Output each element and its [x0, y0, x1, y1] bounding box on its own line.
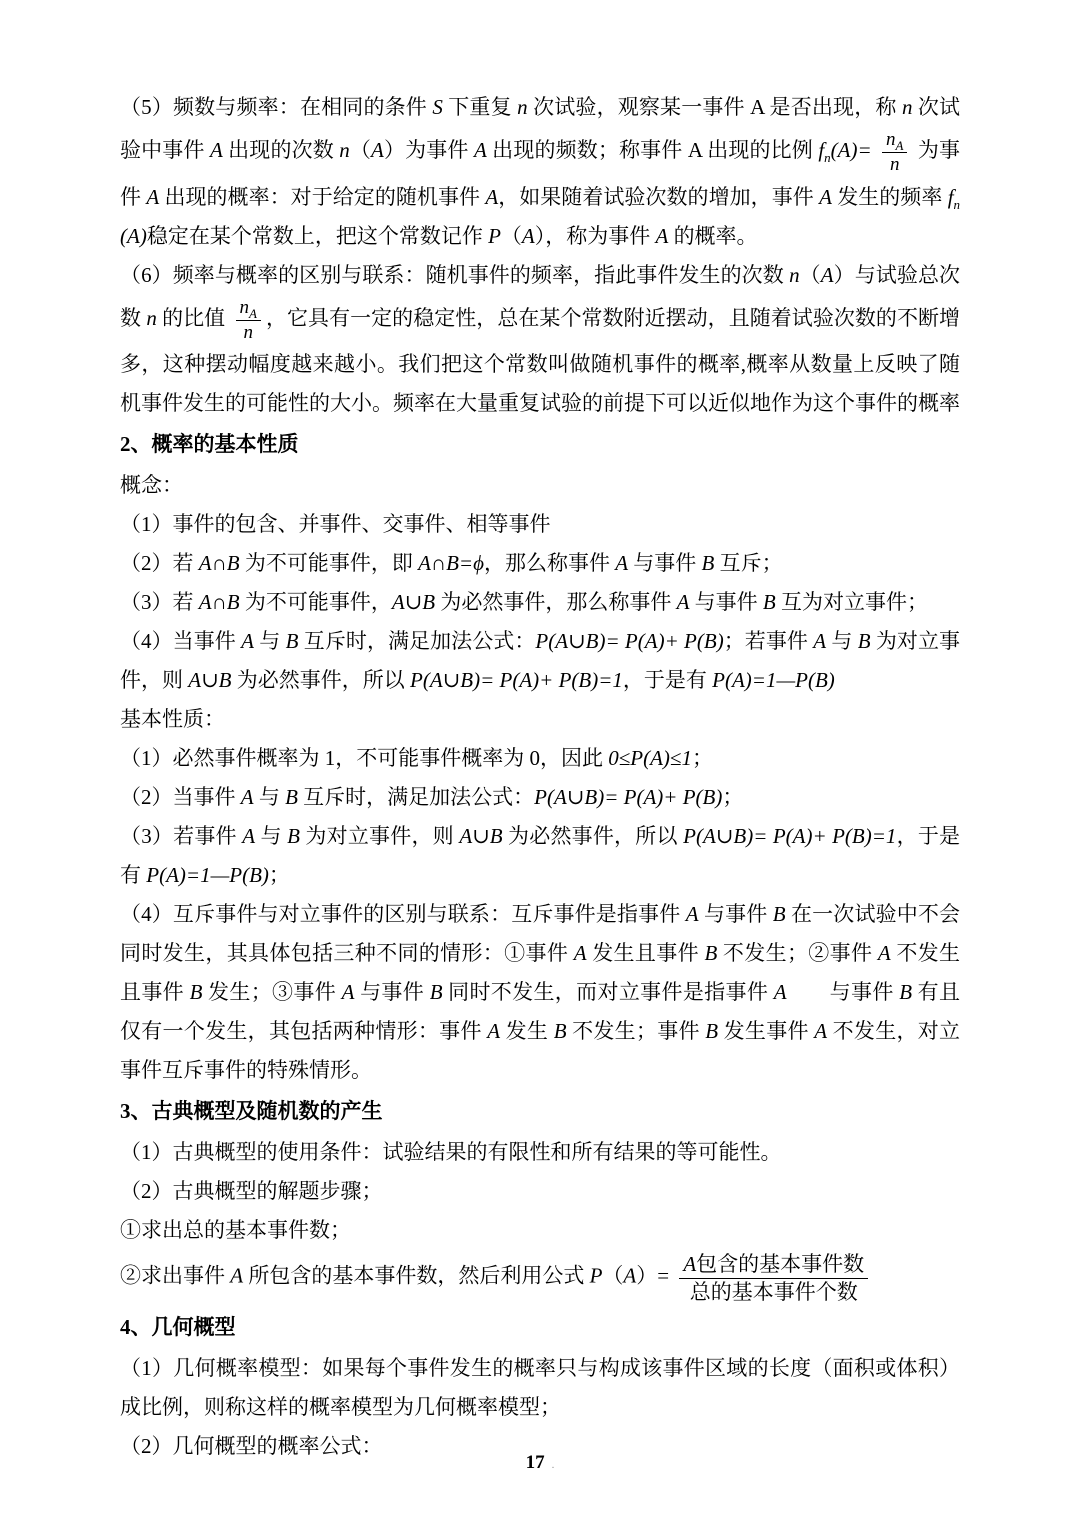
- math-text: A∪B: [391, 590, 436, 615]
- text-run: （1）古典概型的使用条件：试验结果的有限性和所有结果的等可能性。: [120, 1140, 782, 1165]
- text-run: 次试验中事件: [120, 95, 961, 163]
- text-run: ；: [691, 746, 713, 771]
- math-text: A: [521, 223, 535, 248]
- text-run: 发生的频率: [831, 184, 948, 209]
- text-run: 同时不发生，而对立事件是指事件: [442, 980, 774, 1005]
- math-text: 0≤P(A)≤1: [608, 746, 692, 771]
- fraction: [882, 129, 907, 176]
- math-text: n: [243, 321, 253, 343]
- paragraph: [120, 700, 960, 739]
- math-text: A∪B: [188, 668, 232, 693]
- text-run: 与事件: [354, 980, 430, 1005]
- text-run: 不发生；②事件: [717, 941, 878, 966]
- math-text: P(A∪B)= P(A)+ P(B): [535, 629, 724, 654]
- page-footer: [0, 1452, 1080, 1474]
- text-run: （2）若: [120, 551, 199, 576]
- text-run: ；: [268, 863, 290, 888]
- math-text: P(B): [229, 863, 269, 888]
- math-text: A∩B: [198, 590, 240, 615]
- text-run: （2）古典概型的解题步骤；: [120, 1179, 383, 1204]
- text-run: ，如果随着试验次数的增加，事件: [498, 184, 820, 209]
- text-run: （1）几何概率模型：如果每个事件发生的概率只与构成该事件区域的长度（面积或体积）成比例，则称这样的概率模型为几何概率模型；: [120, 1355, 960, 1419]
- math-text: (A): [120, 223, 147, 248]
- math-text: A: [820, 262, 834, 287]
- text-run: 总的基本事件个数: [689, 1279, 858, 1304]
- section-heading: [120, 1308, 960, 1347]
- text-run: （5）频数与频率：在相同的条件: [120, 95, 433, 119]
- text-run: ）为事件: [383, 138, 474, 163]
- math-text: $f_n$: [947, 184, 961, 212]
- text-run: （: [799, 262, 821, 287]
- text-run: 稳定在某个常数上，把这个常数记作: [146, 223, 489, 248]
- math-text: A: [655, 223, 669, 248]
- text-run: 为必然事件，所以: [231, 668, 411, 693]
- math-text: A: [230, 1263, 244, 1288]
- text-run: （2）当事件: [120, 785, 241, 810]
- math-text: B: [762, 590, 776, 615]
- paragraph: [120, 622, 960, 700]
- paragraph: [120, 1349, 960, 1427]
- page-number: 17: [525, 1452, 545, 1473]
- text-run: （4）互斥事件与对立事件的区别与联系：互斥事件是指事件: [120, 902, 686, 927]
- text-run: 为不可能事件，: [239, 590, 392, 615]
- text-run: 出现的概率：对于给定的随机事件: [159, 184, 486, 209]
- math-text: A: [685, 902, 699, 927]
- math-text: B: [553, 1019, 567, 1044]
- math-text: A∩B=ϕ: [418, 551, 484, 576]
- math-text: P(A)=1—P(B): [712, 668, 835, 693]
- math-text: A: [813, 629, 827, 654]
- math-text: A: [487, 1019, 501, 1044]
- text-run: （: [349, 138, 372, 163]
- math-text: P: [488, 223, 501, 248]
- math-text: $f_n$: [818, 138, 831, 166]
- math-text: A: [473, 138, 487, 163]
- text-run: 包含的基本事件数: [696, 1252, 865, 1277]
- math-text: A: [877, 941, 891, 966]
- math-text: B: [899, 980, 913, 1005]
- section-heading: [120, 425, 960, 464]
- math-text: A∩B: [198, 551, 240, 576]
- math-text: A: [819, 184, 832, 209]
- text-run: ）=: [636, 1263, 675, 1288]
- text-run: 为必然事件，所以: [502, 824, 684, 849]
- text-run: ），称为事件: [534, 223, 656, 248]
- text-run: ）与试验总次数: [120, 262, 961, 330]
- text-run: 发生: [500, 1019, 554, 1044]
- text-run: （2）几何概型的概率公式：: [120, 1433, 383, 1458]
- math-text: A: [676, 590, 690, 615]
- math-text: A: [241, 629, 254, 654]
- text-run: 4、几何概型: [120, 1314, 236, 1339]
- text-run: 互斥时，满足加法公式：: [297, 785, 535, 810]
- text-run: ；: [722, 785, 744, 810]
- text-run: 的概率。: [668, 223, 758, 248]
- text-run: ，那么称事件: [483, 551, 616, 576]
- math-text: A: [683, 1252, 697, 1277]
- text-run: 与: [253, 629, 286, 654]
- text-run: 与事件: [786, 980, 900, 1005]
- text-run: 3、古典概型及随机数的产生: [120, 1099, 383, 1124]
- text-run: 为对立事件，则: [299, 824, 460, 849]
- math-text: n: [890, 153, 900, 175]
- fraction: [679, 1252, 868, 1303]
- text-run: 不发生；事件: [566, 1019, 706, 1044]
- math-text: n: [517, 95, 528, 119]
- math-text: $n_A$: [886, 129, 904, 153]
- math-text: n: [339, 138, 350, 163]
- text-run: 互斥；: [714, 551, 783, 576]
- text-run: 基本性质：: [120, 707, 225, 732]
- paragraph: [120, 256, 960, 424]
- math-text: A: [773, 980, 787, 1005]
- text-run: （3）若: [120, 590, 199, 615]
- math-text: A∪B: [459, 824, 503, 849]
- text-run: 与: [255, 824, 288, 849]
- text-run: （3）若事件: [120, 824, 243, 849]
- math-text: B: [857, 629, 871, 654]
- text-run: ，于是有: [120, 824, 961, 888]
- paragraph: [120, 778, 960, 817]
- text-run: 不发生，对立事件互斥事件的特殊情形。: [120, 1019, 961, 1083]
- text-run: 在一次试验中不会同时发生，其具体包括三种不同的情形：①事件: [120, 902, 961, 966]
- text-run: （1）必然事件概率为 1，不可能事件概率为 0，因此: [120, 746, 609, 771]
- text-run: 出现的频数；称事件 A 出现的比例: [486, 138, 819, 163]
- text-run: 2、概率的基本性质: [120, 432, 299, 457]
- paragraph: [120, 1211, 960, 1250]
- paragraph: [120, 505, 960, 544]
- text-run: （6）频率与概率的区别与联系：随机事件的频率，指此事件发生的次数: [120, 262, 790, 287]
- text-run: 所包含的基本事件数，然后利用公式: [243, 1263, 590, 1288]
- math-text: A: [146, 184, 160, 209]
- text-run: ，它具有一定的稳定性，总在某个常数附近摆动，且随着试验次数的不断增多，这种摆动幅度越来越小。我们把这个常数叫做随机事件的概率,概率从数量上反映了随机事件发生的可能性的大小。频率在大量重复试验的前提下可以近似地作为这个事件的概率: [120, 305, 961, 416]
- paragraph: [120, 544, 960, 583]
- math-text: B: [285, 785, 298, 810]
- paragraph: [120, 466, 960, 505]
- paragraph: [120, 739, 960, 778]
- fraction: [236, 297, 261, 344]
- paragraph: [120, 817, 960, 895]
- paragraph: [120, 1250, 960, 1305]
- text-run: 与: [826, 629, 858, 654]
- text-run: 为不可能事件，即: [239, 551, 419, 576]
- text-run: 为必然事件，那么称事件: [435, 590, 677, 615]
- math-text: B: [189, 980, 203, 1005]
- page-content: [120, 88, 960, 1466]
- math-text: A: [615, 551, 629, 576]
- text-run: 为对立事件，则: [120, 629, 961, 693]
- text-run: （4）当事件: [120, 629, 242, 654]
- text-run: 互斥时，满足加法公式：: [298, 629, 536, 654]
- text-run: 与事件: [698, 902, 773, 927]
- math-text: A: [209, 138, 223, 163]
- math-text: S: [432, 95, 443, 119]
- text-run: 与事件: [628, 551, 702, 576]
- math-text: P: [589, 1263, 603, 1288]
- text-run: 次试验，观察某一事件 A 是否出现，称: [527, 95, 902, 119]
- text-run: （: [602, 1263, 624, 1288]
- math-text: A: [573, 941, 587, 966]
- math-text: B: [429, 980, 443, 1005]
- math-text: n: [901, 95, 913, 119]
- paragraph: [120, 895, 960, 1090]
- text-run: ②求出事件: [120, 1263, 231, 1288]
- math-text: B: [705, 1019, 719, 1044]
- text-run: 概念：: [120, 473, 183, 498]
- math-text: B: [704, 941, 718, 966]
- math-text: (A)=: [830, 138, 878, 163]
- math-text: P(A)=1—: [146, 863, 230, 888]
- text-run: 发生；③事件: [202, 980, 342, 1005]
- math-text: B: [285, 629, 299, 654]
- paragraph: [120, 1172, 960, 1211]
- text-run: ，于是有: [622, 668, 713, 693]
- math-text: A: [371, 138, 384, 163]
- text-run: 出现的次数: [222, 138, 340, 163]
- math-text: A: [485, 184, 499, 209]
- text-run: ①求出总的基本事件数；: [120, 1218, 351, 1243]
- paragraph: [120, 1133, 960, 1172]
- math-text: B: [772, 902, 786, 927]
- text-run: （1）事件的包含、并事件、交事件、相等事件: [120, 512, 551, 537]
- text-run: 不发生且事件: [120, 941, 961, 1005]
- math-text: A: [240, 785, 254, 810]
- text-run: 互为对立事件；: [775, 590, 928, 615]
- section-heading: [120, 1092, 960, 1131]
- paragraph: [120, 88, 960, 256]
- footer-dot: .: [551, 1459, 555, 1471]
- text-run: 发生事件: [718, 1019, 815, 1044]
- text-run: 为事件: [120, 138, 961, 209]
- text-run: ；若事件: [723, 629, 814, 654]
- text-run: （: [500, 223, 522, 248]
- math-text: n: [146, 305, 157, 330]
- paragraph: [120, 583, 960, 622]
- text-run: 的比值: [156, 305, 231, 330]
- text-run: 与: [253, 785, 286, 810]
- text-run: 有且仅有一个发生，其包括两种情形：事件: [120, 980, 961, 1044]
- text-run: 发生且事件: [586, 941, 705, 966]
- math-text: P(A∪B)= P(A)+ P(B): [534, 785, 723, 810]
- text-run: 与事件: [689, 590, 763, 615]
- math-text: A: [814, 1019, 828, 1044]
- math-text: B: [287, 824, 300, 849]
- math-text: B: [701, 551, 715, 576]
- math-text: P(A∪B)= P(A)+ P(B)=1: [683, 824, 897, 849]
- math-text: A: [341, 980, 355, 1005]
- math-text: A: [242, 824, 256, 849]
- math-text: P(A∪B)= P(A)+ P(B)=1: [410, 668, 623, 693]
- text-run: 下重复: [442, 95, 518, 119]
- math-text: $n_A$: [239, 296, 257, 321]
- math-text: n: [789, 262, 800, 287]
- math-text: A: [623, 1263, 637, 1288]
